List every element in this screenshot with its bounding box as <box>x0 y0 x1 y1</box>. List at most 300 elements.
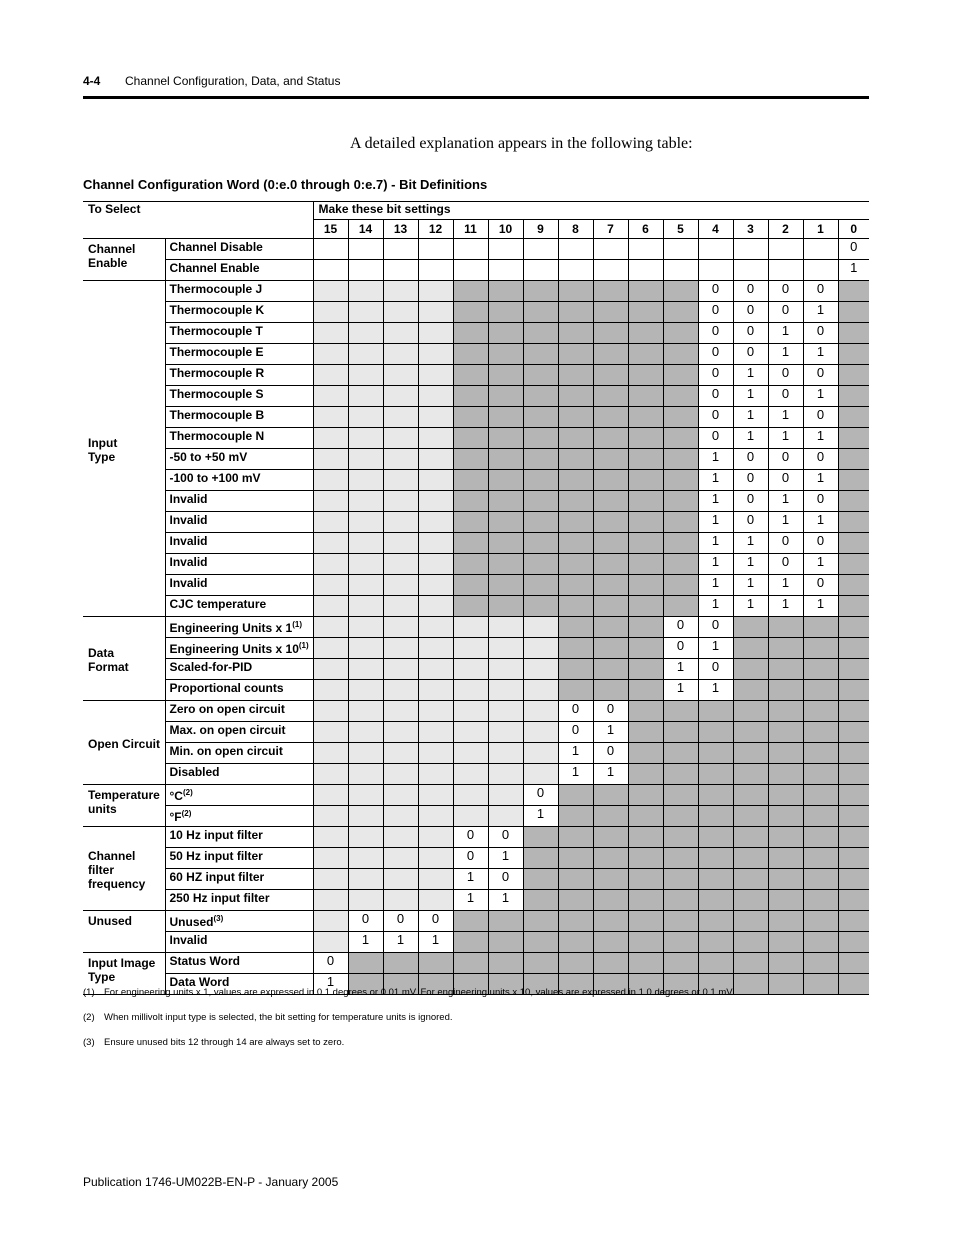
bit-cell <box>838 554 869 575</box>
bit-cell <box>593 785 628 806</box>
bit-cell <box>418 470 453 491</box>
bit-cell <box>628 323 663 344</box>
bit-cell: 1 <box>733 386 768 407</box>
option-label: 50 Hz input filter <box>165 848 313 869</box>
bit-cell <box>348 764 383 785</box>
bit-cell: 0 <box>768 554 803 575</box>
bit-cell <box>488 407 523 428</box>
bit-cell <box>313 701 348 722</box>
bit-cell <box>383 365 418 386</box>
bit-cell <box>488 575 523 596</box>
bit-cell <box>313 722 348 743</box>
bit-cell <box>383 953 418 974</box>
bit-number-header: 6 <box>628 220 663 239</box>
bit-cell <box>418 491 453 512</box>
bit-cell <box>313 365 348 386</box>
bit-cell <box>313 302 348 323</box>
bit-cell <box>313 785 348 806</box>
bit-cell: 1 <box>453 890 488 911</box>
bit-cell <box>838 932 869 953</box>
bit-cell: 0 <box>733 470 768 491</box>
bit-cell <box>733 785 768 806</box>
bit-cell: 1 <box>698 680 733 701</box>
bit-number-header: 14 <box>348 220 383 239</box>
make-bit-settings-header: Make these bit settings <box>313 202 869 220</box>
bit-cell <box>733 848 768 869</box>
bit-cell <box>663 260 698 281</box>
bit-cell <box>453 701 488 722</box>
bit-cell <box>838 806 869 827</box>
bit-cell <box>663 470 698 491</box>
bit-cell <box>418 848 453 869</box>
bit-cell <box>523 764 558 785</box>
bit-cell <box>663 512 698 533</box>
bit-cell <box>628 407 663 428</box>
bit-cell <box>418 449 453 470</box>
table-row <box>83 932 869 953</box>
bit-cell <box>663 554 698 575</box>
bit-cell <box>418 386 453 407</box>
option-label: CJC temperature <box>165 596 313 617</box>
bit-cell <box>348 323 383 344</box>
bit-cell <box>418 827 453 848</box>
bit-number-header: 13 <box>383 220 418 239</box>
bit-cell <box>488 323 523 344</box>
table-row <box>83 323 869 344</box>
bit-cell <box>838 302 869 323</box>
footnote: (3) Ensure unused bits 12 through 14 are always set to zero. <box>83 1037 345 1048</box>
table-row <box>83 890 869 911</box>
bit-cell <box>348 848 383 869</box>
bit-cell: 1 <box>803 596 838 617</box>
bit-cell <box>558 260 593 281</box>
bit-cell <box>453 659 488 680</box>
bit-cell <box>488 281 523 302</box>
bit-cell <box>453 302 488 323</box>
bit-cell <box>313 659 348 680</box>
bit-cell <box>453 911 488 932</box>
bit-cell <box>453 386 488 407</box>
bit-cell <box>558 806 593 827</box>
bit-cell <box>663 407 698 428</box>
bit-cell <box>383 428 418 449</box>
bit-cell: 1 <box>698 449 733 470</box>
bit-cell <box>593 911 628 932</box>
bit-cell <box>733 869 768 890</box>
bit-cell <box>698 260 733 281</box>
bit-cell <box>418 533 453 554</box>
bit-cell <box>628 617 663 638</box>
bit-cell <box>663 890 698 911</box>
bit-cell: 0 <box>768 533 803 554</box>
bit-cell <box>453 722 488 743</box>
bit-number-header: 5 <box>663 220 698 239</box>
bit-cell <box>628 302 663 323</box>
bit-cell <box>348 533 383 554</box>
bit-cell: 0 <box>733 281 768 302</box>
bit-cell <box>523 533 558 554</box>
to-select-header: To Select <box>83 202 313 239</box>
bit-cell <box>558 407 593 428</box>
bit-cell <box>523 953 558 974</box>
bit-cell <box>453 281 488 302</box>
bit-cell <box>558 554 593 575</box>
table-row <box>83 827 869 848</box>
bit-cell: 1 <box>768 344 803 365</box>
table-row <box>83 722 869 743</box>
bit-cell <box>628 869 663 890</box>
bit-cell <box>348 617 383 638</box>
bit-cell <box>558 617 593 638</box>
bit-cell <box>628 428 663 449</box>
bit-cell <box>838 386 869 407</box>
option-label: Scaled-for-PID <box>165 659 313 680</box>
option-label: Proportional counts <box>165 680 313 701</box>
bit-cell: 1 <box>768 491 803 512</box>
bit-cell <box>313 617 348 638</box>
bit-cell <box>733 764 768 785</box>
bit-cell <box>593 491 628 512</box>
bit-cell: 0 <box>733 491 768 512</box>
bit-cell <box>488 680 523 701</box>
bit-cell <box>663 722 698 743</box>
bit-cell: 1 <box>663 680 698 701</box>
bit-cell <box>593 407 628 428</box>
bit-cell <box>768 890 803 911</box>
bit-cell <box>383 659 418 680</box>
bit-cell <box>313 239 348 260</box>
bit-cell <box>383 890 418 911</box>
bit-cell <box>733 743 768 764</box>
bit-cell <box>768 638 803 659</box>
bit-cell <box>558 596 593 617</box>
bit-cell <box>838 575 869 596</box>
bit-cell <box>418 953 453 974</box>
intro-text: A detailed explanation appears in the following table: <box>350 135 693 152</box>
bit-cell: 0 <box>838 239 869 260</box>
bit-cell <box>698 785 733 806</box>
bit-cell <box>453 785 488 806</box>
bit-cell <box>313 764 348 785</box>
table-row <box>83 617 869 638</box>
table-row <box>83 365 869 386</box>
table-row <box>83 764 869 785</box>
bit-cell <box>418 743 453 764</box>
bit-cell <box>628 365 663 386</box>
option-label: Invalid <box>165 491 313 512</box>
bit-cell <box>593 596 628 617</box>
bit-cell <box>593 806 628 827</box>
bit-cell <box>383 638 418 659</box>
bit-cell <box>558 470 593 491</box>
bit-cell <box>803 701 838 722</box>
table-row <box>83 869 869 890</box>
bit-cell <box>733 890 768 911</box>
bit-cell <box>453 932 488 953</box>
bit-cell <box>418 638 453 659</box>
footnote: (1) For engineering units x 1, values are expressed in 0.1 degrees or 0.01 mV. For engineering units x 10, values are expressed in 1.0 degrees or 0.1 mV. <box>83 987 735 998</box>
bit-cell <box>803 848 838 869</box>
bit-cell <box>803 932 838 953</box>
bit-cell: 1 <box>698 596 733 617</box>
bit-cell: 1 <box>313 974 348 995</box>
bit-cell <box>523 596 558 617</box>
bit-cell <box>733 953 768 974</box>
bit-cell <box>593 659 628 680</box>
bit-cell <box>593 554 628 575</box>
bit-cell <box>628 575 663 596</box>
bit-cell <box>838 869 869 890</box>
bit-cell <box>838 407 869 428</box>
bit-cell <box>313 596 348 617</box>
bit-cell <box>838 344 869 365</box>
bit-cell <box>768 239 803 260</box>
bit-cell <box>383 386 418 407</box>
bit-cell: 0 <box>453 848 488 869</box>
bit-cell <box>523 449 558 470</box>
bit-cell: 0 <box>698 302 733 323</box>
bit-cell <box>593 260 628 281</box>
bit-cell: 1 <box>803 386 838 407</box>
bit-cell <box>453 554 488 575</box>
bit-cell <box>593 953 628 974</box>
bit-cell <box>418 281 453 302</box>
bit-cell <box>628 281 663 302</box>
bit-cell <box>628 806 663 827</box>
option-label: Min. on open circuit <box>165 743 313 764</box>
bit-cell: 1 <box>698 554 733 575</box>
bit-cell <box>593 365 628 386</box>
bit-cell <box>488 512 523 533</box>
bit-cell <box>453 260 488 281</box>
bit-cell <box>453 323 488 344</box>
bit-cell <box>628 911 663 932</box>
bit-cell <box>383 281 418 302</box>
bit-cell <box>418 239 453 260</box>
bit-cell <box>558 869 593 890</box>
bit-cell <box>383 743 418 764</box>
bit-cell <box>523 848 558 869</box>
bit-cell <box>348 701 383 722</box>
bit-cell <box>593 239 628 260</box>
bit-cell <box>348 365 383 386</box>
bit-cell: 1 <box>803 512 838 533</box>
bit-cell <box>838 638 869 659</box>
bit-cell <box>348 281 383 302</box>
bit-cell <box>628 953 663 974</box>
bit-cell <box>628 890 663 911</box>
bit-number-header: 1 <box>803 220 838 239</box>
bit-cell: 1 <box>488 890 523 911</box>
bit-cell <box>663 596 698 617</box>
bit-cell <box>698 932 733 953</box>
bit-cell: 0 <box>698 428 733 449</box>
bit-cell <box>348 449 383 470</box>
bit-cell <box>523 827 558 848</box>
bit-cell: 1 <box>698 491 733 512</box>
bit-cell: 0 <box>803 449 838 470</box>
bit-cell <box>453 764 488 785</box>
bit-cell <box>383 512 418 533</box>
bit-cell <box>628 449 663 470</box>
bit-cell: 0 <box>593 701 628 722</box>
bit-cell <box>488 743 523 764</box>
bit-cell <box>698 764 733 785</box>
bit-cell <box>803 680 838 701</box>
bit-cell <box>628 260 663 281</box>
bit-cell <box>383 869 418 890</box>
bit-cell: 1 <box>733 554 768 575</box>
bit-cell: 0 <box>313 953 348 974</box>
bit-cell <box>558 428 593 449</box>
option-label: Disabled <box>165 764 313 785</box>
bit-cell: 1 <box>733 428 768 449</box>
bit-cell <box>803 743 838 764</box>
bit-cell: 1 <box>768 407 803 428</box>
bit-cell: 0 <box>803 281 838 302</box>
bit-cell <box>418 722 453 743</box>
bit-cell: 1 <box>803 428 838 449</box>
option-label: Engineering Units x 1$^{(1)}$ <box>165 617 313 638</box>
bit-cell <box>488 344 523 365</box>
bit-cell <box>628 743 663 764</box>
bit-cell: 0 <box>698 407 733 428</box>
bit-cell <box>663 743 698 764</box>
bit-cell <box>698 953 733 974</box>
bit-cell <box>453 617 488 638</box>
bit-cell <box>453 344 488 365</box>
bit-cell <box>383 827 418 848</box>
bit-cell: 1 <box>768 323 803 344</box>
option-label: 60 HZ input filter <box>165 869 313 890</box>
bit-cell: 0 <box>803 323 838 344</box>
bit-cell <box>348 554 383 575</box>
bit-cell <box>313 554 348 575</box>
bit-cell <box>768 785 803 806</box>
bit-cell <box>313 449 348 470</box>
bit-cell <box>383 806 418 827</box>
bit-cell <box>383 344 418 365</box>
bit-cell: 0 <box>733 449 768 470</box>
bit-cell: 0 <box>488 827 523 848</box>
group-label: Data Format <box>83 617 165 701</box>
bit-cell <box>418 512 453 533</box>
bit-cell: 0 <box>418 911 453 932</box>
table-row <box>83 638 869 659</box>
bit-cell <box>838 323 869 344</box>
bit-cell <box>593 932 628 953</box>
bit-cell <box>663 701 698 722</box>
table-row <box>83 344 869 365</box>
bit-cell <box>348 953 383 974</box>
option-label: Invalid <box>165 512 313 533</box>
bit-cell <box>453 512 488 533</box>
option-label: Thermocouple J <box>165 281 313 302</box>
bit-cell: 1 <box>593 722 628 743</box>
bit-cell <box>418 428 453 449</box>
bit-cell <box>418 869 453 890</box>
bit-cell: 1 <box>733 575 768 596</box>
bit-cell <box>628 386 663 407</box>
bit-cell <box>383 533 418 554</box>
bit-cell <box>628 239 663 260</box>
bit-cell <box>418 701 453 722</box>
bit-cell <box>803 911 838 932</box>
bit-cell <box>523 386 558 407</box>
bit-cell <box>383 701 418 722</box>
bit-cell <box>313 911 348 932</box>
group-label: Input Image Type <box>83 953 165 995</box>
table-row <box>83 743 869 764</box>
bit-cell: 1 <box>733 365 768 386</box>
bit-cell <box>593 575 628 596</box>
bit-cell <box>663 533 698 554</box>
bit-cell <box>663 449 698 470</box>
table-row <box>83 491 869 512</box>
bit-cell <box>628 491 663 512</box>
bit-cell: 1 <box>768 428 803 449</box>
bit-cell <box>698 239 733 260</box>
bit-cell <box>558 512 593 533</box>
bit-cell <box>488 596 523 617</box>
bit-cell <box>663 365 698 386</box>
bit-cell: 1 <box>733 596 768 617</box>
bit-cell <box>838 743 869 764</box>
bit-cell <box>523 932 558 953</box>
bit-cell: 0 <box>733 323 768 344</box>
bit-number-header: 15 <box>313 220 348 239</box>
bit-cell <box>558 344 593 365</box>
bit-cell: 0 <box>593 743 628 764</box>
bit-cell <box>593 617 628 638</box>
bit-cell: 0 <box>768 302 803 323</box>
bit-cell <box>593 638 628 659</box>
bit-cell <box>733 827 768 848</box>
bit-cell: 0 <box>698 659 733 680</box>
bit-cell: 0 <box>663 617 698 638</box>
option-label: 10 Hz input filter <box>165 827 313 848</box>
bit-cell <box>698 743 733 764</box>
bit-cell <box>628 764 663 785</box>
table-row <box>83 407 869 428</box>
bit-cell <box>348 512 383 533</box>
bit-cell <box>558 533 593 554</box>
bit-cell <box>523 701 558 722</box>
bit-cell <box>663 491 698 512</box>
group-label: Open Circuit <box>83 701 165 785</box>
bit-cell <box>418 659 453 680</box>
option-label: Thermocouple N <box>165 428 313 449</box>
bit-cell <box>698 806 733 827</box>
table-row <box>83 281 869 302</box>
bit-cell <box>733 722 768 743</box>
bit-cell <box>488 932 523 953</box>
bit-cell <box>838 764 869 785</box>
bit-cell <box>348 890 383 911</box>
bit-cell <box>488 428 523 449</box>
bit-cell <box>313 890 348 911</box>
bit-cell <box>838 596 869 617</box>
bit-cell: 1 <box>733 407 768 428</box>
bit-cell <box>313 932 348 953</box>
bit-cell <box>593 302 628 323</box>
bit-cell <box>628 680 663 701</box>
bit-cell <box>488 386 523 407</box>
footnotes <box>83 987 873 1062</box>
bit-number-header: 12 <box>418 220 453 239</box>
bit-cell: 1 <box>698 470 733 491</box>
bit-cell: 0 <box>733 302 768 323</box>
